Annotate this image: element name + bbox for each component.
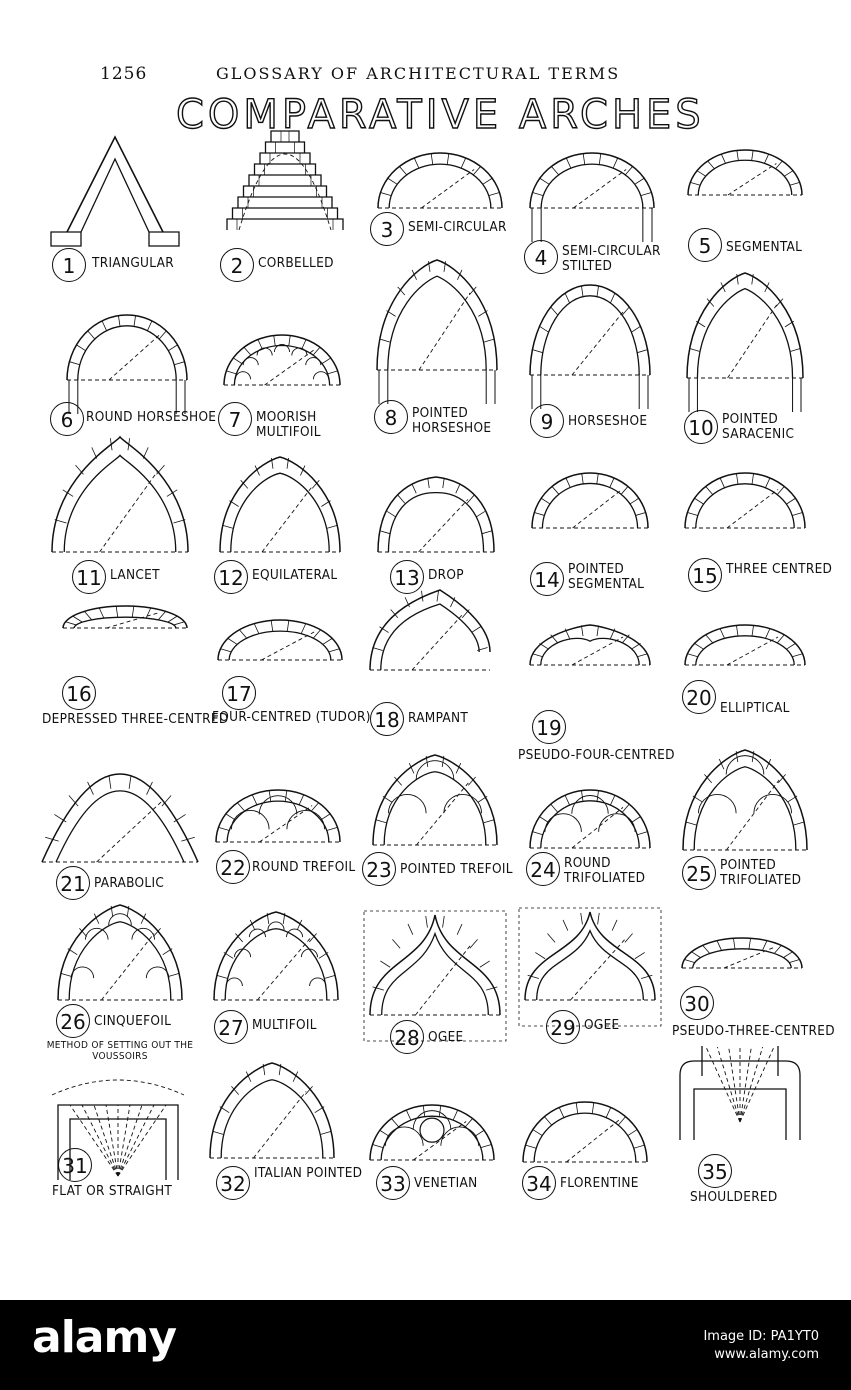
arch-number-badge: 10: [684, 410, 718, 444]
arch-number-badge: 26: [56, 1004, 90, 1038]
arch-name-label: OGEE: [428, 1029, 464, 1045]
arch-venetian-drawing: [370, 1105, 494, 1160]
arch-name-label: FLAT OR STRAIGHT: [52, 1183, 173, 1199]
arch-name-label: POINTED SEGMENTAL: [568, 561, 645, 592]
arch-name-label: THREE CENTRED: [726, 561, 833, 577]
arch-name-label: TRIANGULAR: [92, 255, 174, 271]
arch-number-badge: 33: [376, 1166, 410, 1200]
running-head: GLOSSARY OF ARCHITECTURAL TERMS: [216, 64, 621, 83]
alamy-logo: alamy: [32, 1312, 176, 1363]
arch-number-badge: 34: [522, 1166, 556, 1200]
arch-stilted-drawing: [530, 153, 654, 242]
arch-pointed-horseshoe-drawing: [377, 260, 497, 404]
arch-number-badge: 25: [682, 856, 716, 890]
arch-name-label: SEMI-CIRCULAR STILTED: [562, 243, 661, 274]
arch-name-label: ROUND TRIFOLIATED: [564, 855, 646, 886]
arch-name-label: VENETIAN: [414, 1175, 478, 1191]
arch-name-label: DROP: [428, 567, 464, 583]
arch-number-badge: 29: [546, 1010, 580, 1044]
watermark-banner: [0, 1300, 851, 1390]
arch-number-badge: 27: [214, 1010, 248, 1044]
arch-number-badge: 31: [58, 1148, 92, 1182]
arch-number-badge: 14: [530, 562, 564, 596]
arch-three-centred-drawing: [685, 473, 805, 528]
arch-tudor-drawing: [218, 620, 342, 660]
site-url: www.alamy.com: [714, 1347, 819, 1362]
arch-horseshoe-drawing: [530, 285, 650, 409]
arch-number-badge: 4: [524, 240, 558, 274]
arch-name-label: PSEUDO-FOUR-CENTRED: [518, 747, 675, 763]
arch-number-badge: 6: [50, 402, 84, 436]
arch-name-label: MULTIFOIL: [252, 1017, 317, 1033]
arch-number-badge: 17: [222, 676, 256, 710]
arch-number-badge: 35: [698, 1154, 732, 1188]
arch-parabolic-drawing: [42, 774, 198, 862]
arch-number-badge: 24: [526, 852, 560, 886]
arch-lancet-drawing: [52, 437, 188, 552]
arch-name-label: ELLIPTICAL: [720, 700, 790, 716]
arch-name-label: POINTED SARACENIC: [722, 411, 795, 442]
arch-name-label: SEMI-CIRCULAR: [408, 219, 507, 235]
arch-drop-drawing: [378, 477, 494, 552]
arch-name-label: CINQUEFOIL: [94, 1013, 172, 1029]
arch-number-badge: 32: [216, 1166, 250, 1200]
arch-pseudo-four-drawing: [530, 625, 650, 665]
arch-number-badge: 1: [52, 248, 86, 282]
arch-name-label: ROUND TREFOIL: [252, 859, 356, 875]
arch-elliptical-drawing: [685, 625, 805, 665]
arch-corbelled-drawing: [227, 131, 343, 230]
arch-number-badge: 28: [390, 1020, 424, 1054]
plate-title: COMPARATIVE ARCHES: [176, 92, 705, 138]
arch-name-label: FOUR-CENTRED (TUDOR): [212, 709, 371, 725]
arch-name-label: CORBELLED: [258, 255, 334, 271]
arch-number-badge: 15: [688, 558, 722, 592]
arch-depressed-drawing: [63, 606, 187, 628]
image-id-label: Image ID: PA1YT0: [703, 1329, 819, 1344]
arch-round-trifoliated-drawing: [530, 790, 650, 848]
arch-number-badge: 21: [56, 866, 90, 900]
arch-name-label: OGEE: [584, 1017, 620, 1033]
arch-number-badge: 9: [530, 404, 564, 438]
arch-name-label: DEPRESSED THREE-CENTRED: [42, 711, 229, 727]
arch-triangular-drawing: [51, 137, 179, 246]
arch-name-label: FLORENTINE: [560, 1175, 639, 1191]
image-id: [703, 1328, 819, 1364]
arch-cinquefoil-drawing: [58, 905, 182, 1000]
page-number: 1256: [100, 64, 148, 84]
arch-name-label: LANCET: [110, 567, 160, 583]
arch-number-badge: 11: [72, 560, 106, 594]
arch-italian-drawing: [210, 1063, 334, 1158]
arch-name-label: ITALIAN POINTED: [254, 1165, 363, 1181]
arch-number-badge: 16: [62, 676, 96, 710]
arch-name-label: MOORISH MULTIFOIL: [256, 409, 321, 440]
arch-rampant-drawing: [370, 590, 490, 670]
arch-name-label: PSEUDO-THREE-CENTRED: [672, 1023, 835, 1039]
arch-multifoil-drawing: [214, 912, 338, 1000]
arch-round-trefoil-drawing: [216, 790, 340, 842]
arch-pointed-trefoil-drawing: [373, 755, 497, 845]
arch-number-badge: 8: [374, 400, 408, 434]
arch-ogee-drawing: [364, 911, 506, 1041]
arch-number-badge: 2: [220, 248, 254, 282]
arch-name-label: POINTED TREFOIL: [400, 861, 513, 877]
arch-number-badge: 5: [688, 228, 722, 262]
arch-name-label: POINTED TRIFOLIATED: [720, 857, 802, 888]
arch-name-label: ROUND HORSESHOE: [86, 409, 217, 425]
arch-shouldered-drawing: [680, 1046, 800, 1140]
arch-ogee-drawing: [519, 908, 661, 1026]
arch-multifoil-moorish-drawing: [224, 335, 340, 385]
arch-segmental-drawing: [688, 150, 802, 195]
arch-semicircular-drawing: [378, 153, 502, 208]
arch-number-badge: 12: [214, 560, 248, 594]
arch-pointed-segmental-drawing: [532, 473, 648, 528]
arch-number-badge: 7: [218, 402, 252, 436]
arch-number-badge: 23: [362, 852, 396, 886]
arch-number-badge: 13: [390, 560, 424, 594]
arch-name-label: RAMPANT: [408, 710, 469, 726]
arch-pointed-horseshoe-drawing: [687, 273, 803, 412]
arch-name-label: SHOULDERED: [690, 1189, 778, 1205]
arch-number-badge: 30: [680, 986, 714, 1020]
arch-name-label: POINTED HORSESHOE: [412, 405, 492, 436]
arch-number-badge: 22: [216, 850, 250, 884]
arch-name-label: SEGMENTAL: [726, 239, 803, 255]
voussoir-method-note: METHOD OF SETTING OUT THE VOUSSOIRS: [46, 1040, 194, 1062]
arch-equilateral-drawing: [220, 457, 340, 552]
arch-horseshoe-drawing: [67, 315, 187, 414]
arch-name-label: HORSESHOE: [568, 413, 648, 429]
arch-name-label: PARABOLIC: [94, 875, 165, 891]
arch-name-label: EQUILATERAL: [252, 567, 338, 583]
arch-number-badge: 18: [370, 702, 404, 736]
arch-pointed-trifoliated-drawing: [683, 750, 807, 850]
arch-pseudo-three-drawing: [682, 938, 802, 968]
arch-florentine-drawing: [523, 1102, 647, 1162]
arch-number-badge: 3: [370, 212, 404, 246]
arch-number-badge: 19: [532, 710, 566, 744]
arch-number-badge: 20: [682, 680, 716, 714]
